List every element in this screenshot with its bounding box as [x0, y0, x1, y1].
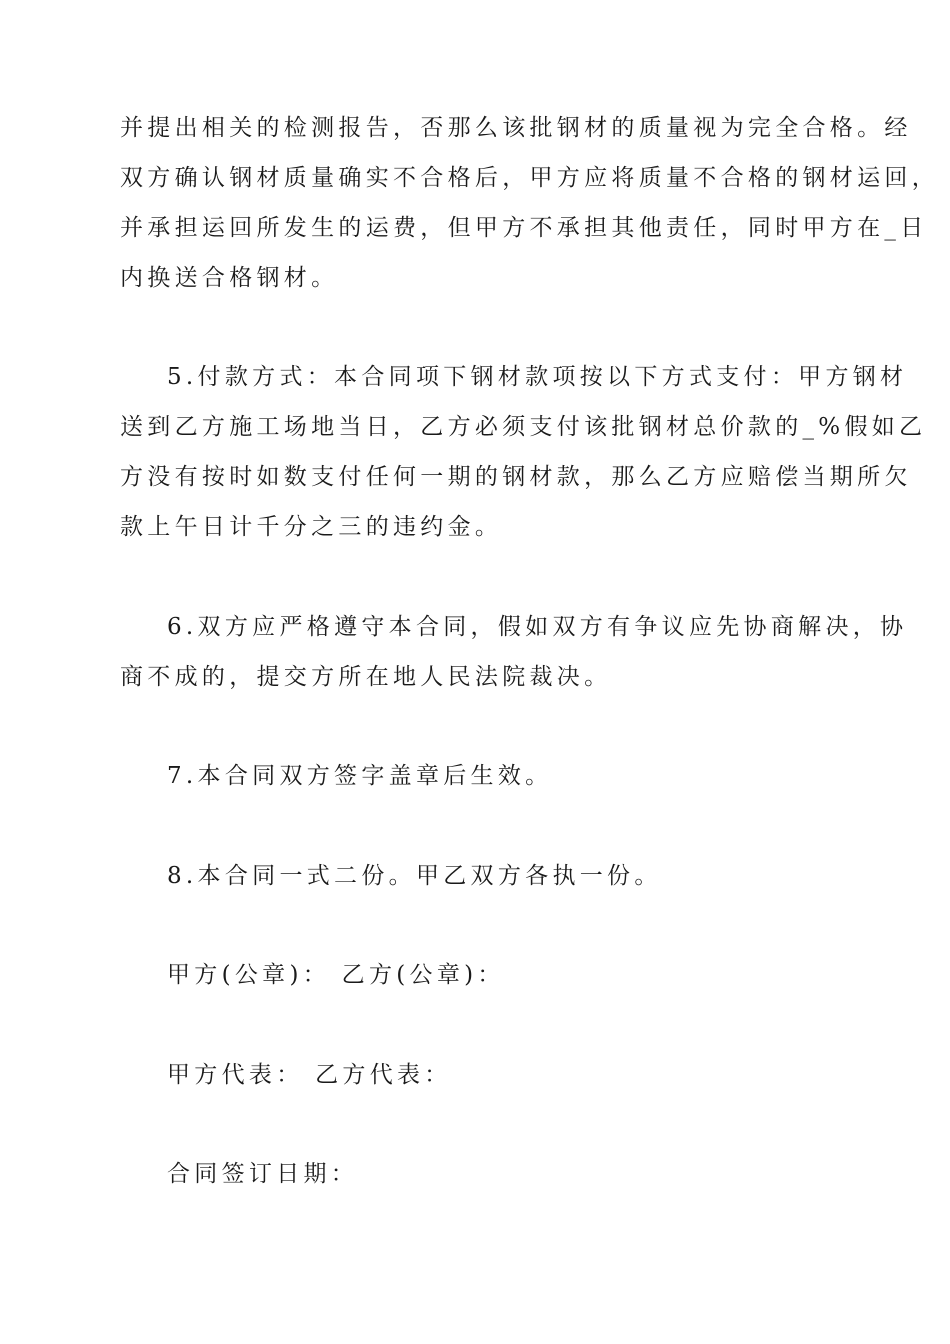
paragraph-4-line-1: 并提出相关的检测报告，否那么该批钢材的质量视为完全合格。经 [120, 115, 912, 141]
clause-6-line-2: 商不成的，提交方所在地人民法院裁决。 [120, 664, 612, 690]
paragraph-4-line-4: 内换送合格钢材。 [120, 265, 339, 291]
clause-7: 7.本合同双方签字盖章后生效。 [167, 763, 553, 789]
clause-5-line-1: 5.付款方式：本合同项下钢材款项按以下方式支付：甲方钢材 [167, 364, 908, 390]
seal-line: 甲方(公章)： 乙方(公章)： [167, 962, 505, 988]
representative-line: 甲方代表： 乙方代表： [167, 1062, 452, 1088]
clause-5-line-3: 方没有按时如数支付任何一期的钢材款，那么乙方应赔偿当期所欠 [120, 464, 912, 490]
paragraph-4-line-3: 并承担运回所发生的运费，但甲方不承担其他责任，同时甲方在_日 [120, 215, 928, 241]
clause-6-line-1: 6.双方应严格遵守本合同，假如双方有争议应先协商解决，协 [167, 614, 908, 640]
signing-date-line: 合同签订日期： [167, 1161, 359, 1187]
clause-5-line-2: 送到乙方施工场地当日，乙方必须支付该批钢材总价款的_%假如乙 [120, 414, 927, 440]
paragraph-4-line-2: 双方确认钢材质量确实不合格后，甲方应将质量不合格的钢材运回， [120, 165, 939, 191]
clause-5-line-4: 款上午日计千分之三的违约金。 [120, 514, 503, 540]
clause-8: 8.本合同一式二份。甲乙双方各执一份。 [167, 863, 662, 889]
